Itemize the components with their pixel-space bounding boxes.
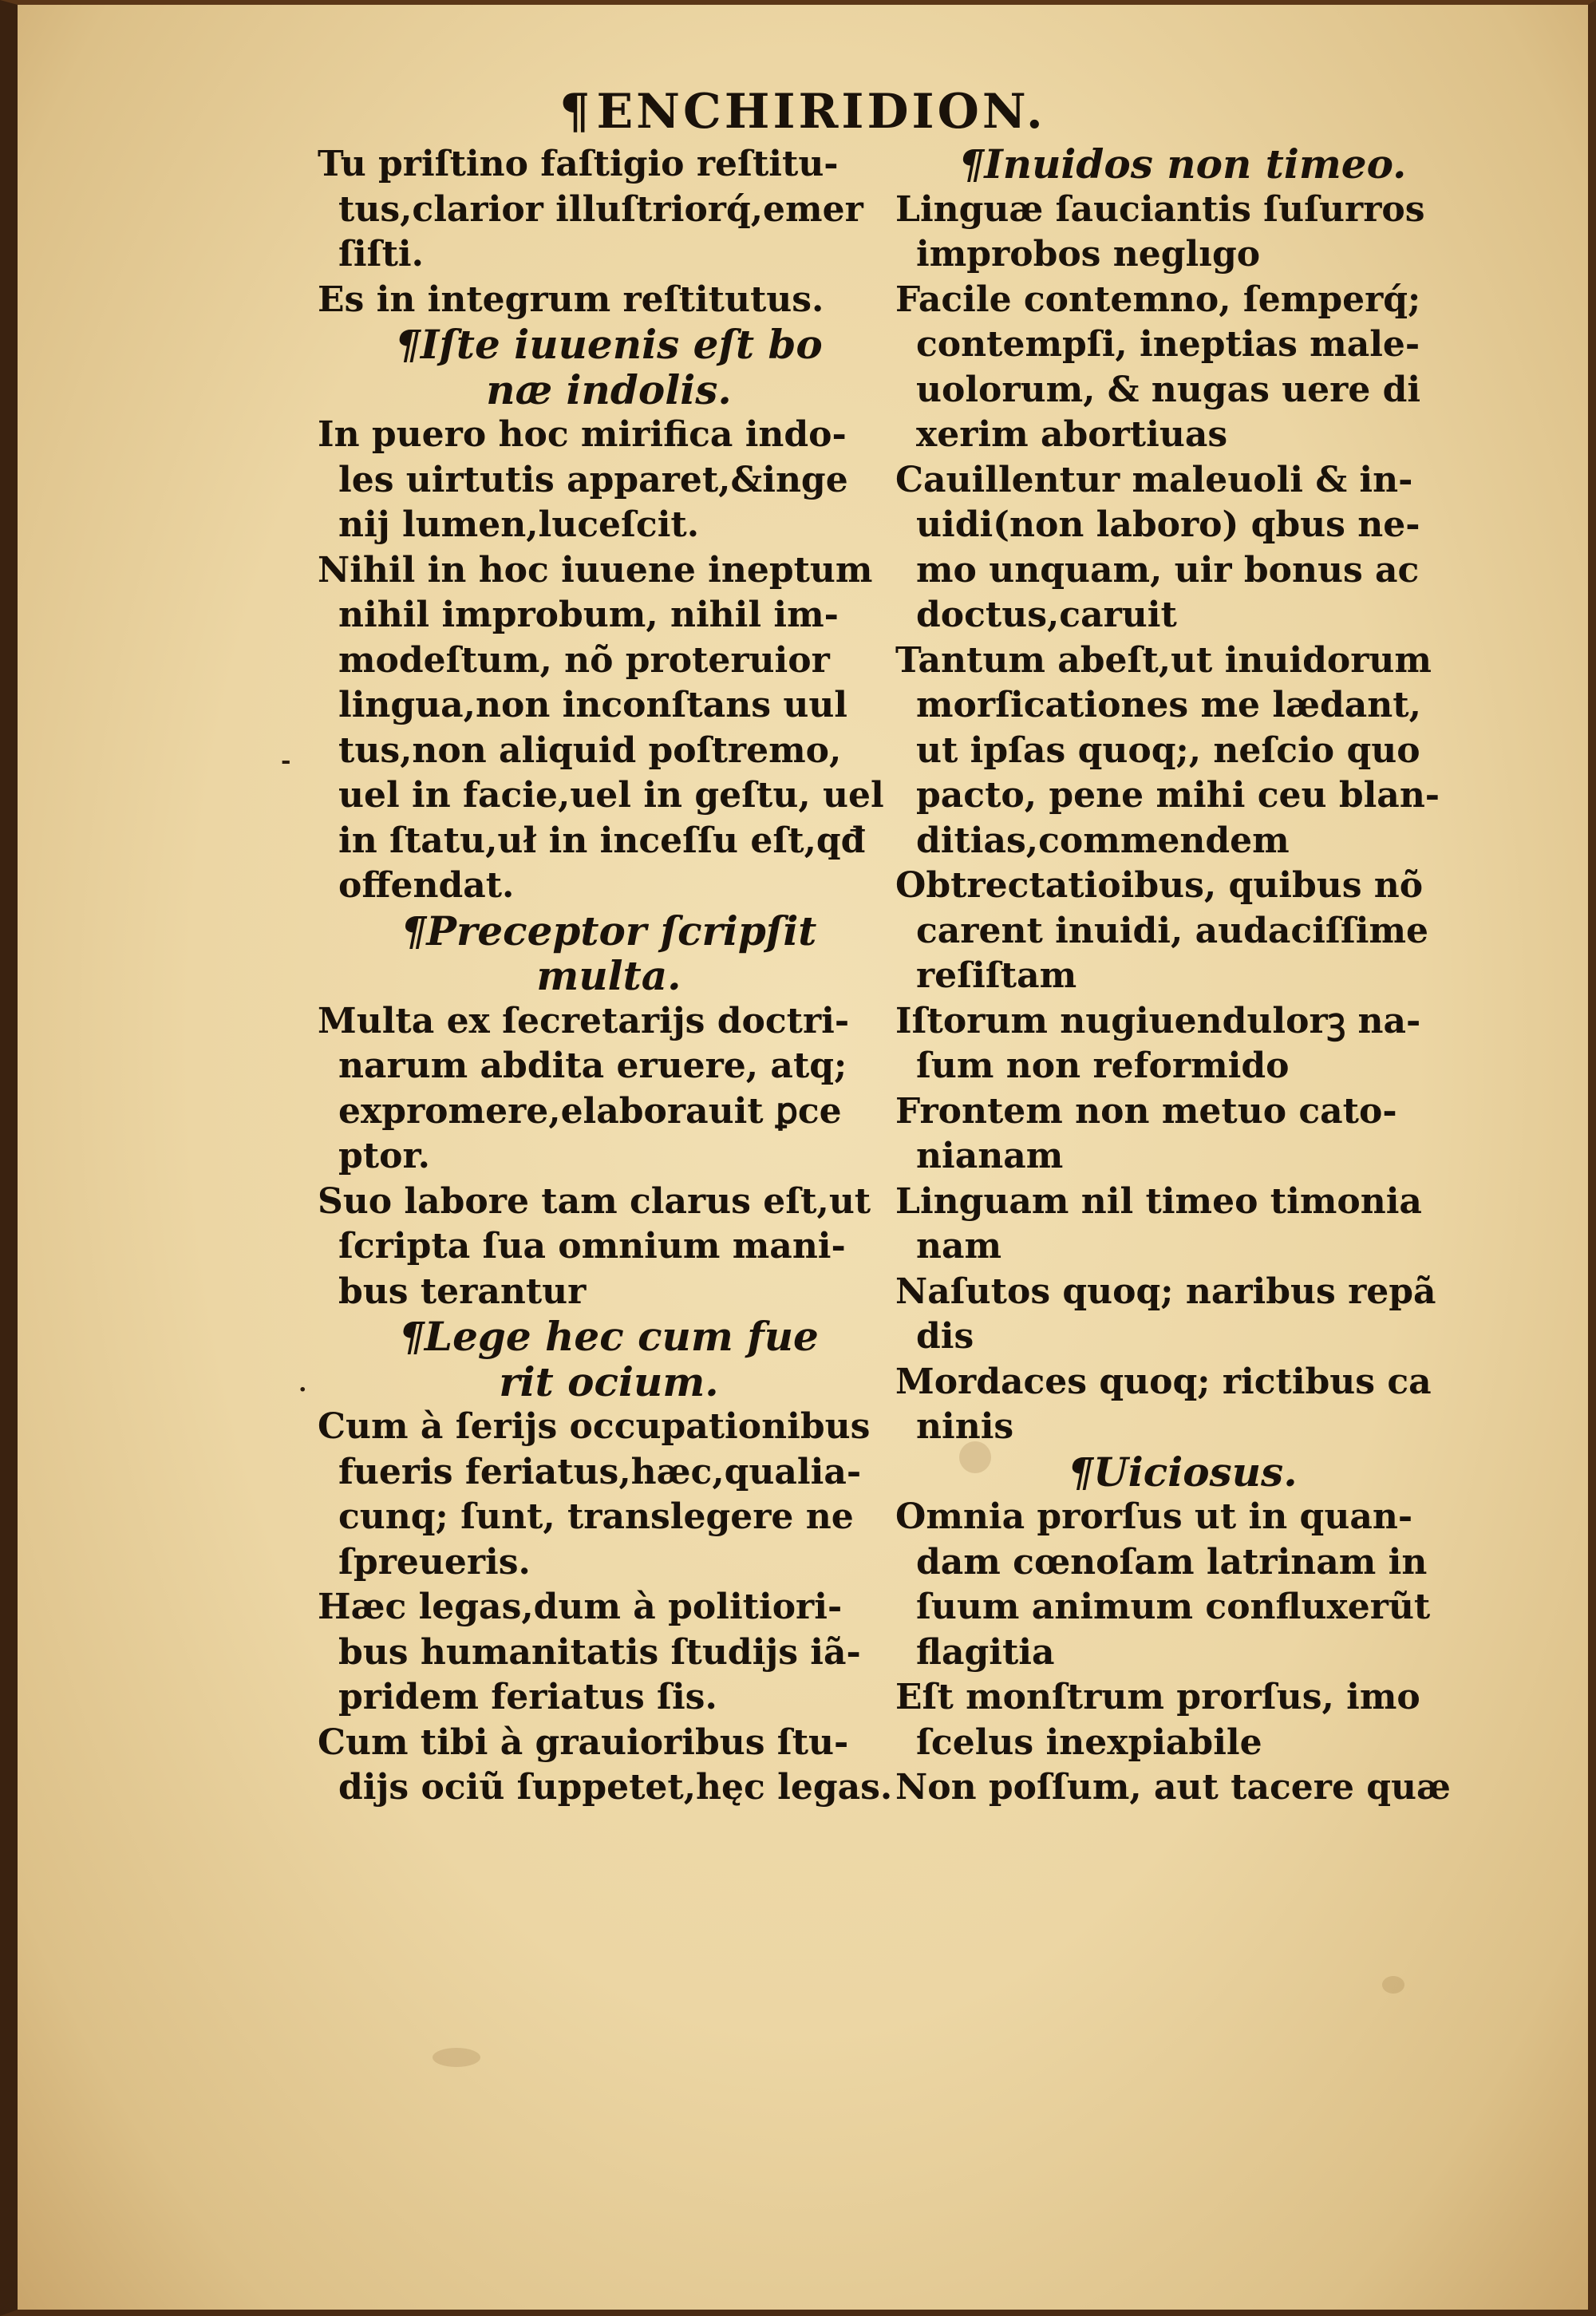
text-line: ſum non reformido [916,1045,1290,1086]
text-line: Iſtorum nugiuendulorꝫ na- [895,1000,1421,1041]
text-line: Multa ex ſecretarijs doctri- [318,1000,850,1041]
text-line: Facile contemno, ſemperq́; [895,279,1421,320]
text-line: nihil improbum, nihil im- [338,595,839,635]
margin-dash: - [281,747,291,775]
text-line: modeſtum, nõ proteruior [338,639,830,681]
text-line: Linguæ ſauciantis ſuſurros [895,188,1425,230]
text-line: Cauillentur maleuoli & in- [895,459,1413,500]
text-line: dijs ociũ ſuppetet,hęc legas. [338,1767,893,1808]
text-line: bus terantur [338,1271,587,1312]
text-line: Naſutos quoq; naribus repã [895,1271,1436,1312]
paper-stain [1382,1976,1404,1994]
text-line: narum abdita eruere, atq; [338,1045,847,1086]
text-line: doctus,caruit [916,595,1177,635]
text-line: tus,clarior illuſtriorq́,emer [338,188,863,230]
text-line: Omnia prorſus ut in quan- [895,1496,1413,1537]
text-line: ninis [916,1406,1014,1447]
text-line: dam cœnoſam latrinam in [916,1541,1428,1583]
text-line: morſicationes me lædant, [916,685,1421,725]
text-line: Linguam nil timeo timonia [895,1180,1422,1222]
section-heading: næ indolis. [486,366,732,413]
text-line: ſiſti. [338,234,424,275]
text-line: Es in integrum reſtitutus. [318,279,824,320]
section-heading: multa. [536,952,681,999]
text-line: xerim abortiuas [916,414,1228,455]
margin-dot: · [298,1376,307,1404]
section-heading: ¶Iſte iuuenis eſt bo [395,321,823,368]
text-line: Hæc legas,dum à politiori- [318,1587,843,1627]
page-title: ENCHIRIDION. [596,84,1046,140]
text-line: Cum à ſerijs occupationibus [318,1406,871,1447]
text-line: in ſtatu,uł in inceſſu eſt,qđ [338,820,866,861]
paper-stain [433,2048,480,2067]
text-line: carent inuidi, audaciſſime [916,910,1429,951]
text-line: ſcelus inexpiabile [916,1721,1262,1763]
text-line: ſcripta ſua omnium mani- [338,1226,846,1267]
text-line: improbos neglıgo [916,234,1261,275]
text-line: uel in facie,uel in geſtu, uel [338,775,884,816]
text-line: uolorum, & nugas uere di [916,369,1421,410]
text-line: Non poſſum, aut tacere quæ [895,1767,1451,1808]
left-column [318,142,900,1811]
text-line: Suo labore tam clarus eſt,ut [318,1180,871,1222]
text-line: expromere,elaborauit ꝑce [338,1090,842,1132]
section-heading: ¶Lege hec cum fue [399,1313,819,1360]
running-title [18,84,1588,140]
section-heading: ¶Preceptor ſcripſit [401,907,817,954]
text-line: ut ipſas quoq;, neſcio quo [916,729,1420,771]
text-line: pacto, pene mihi ceu blan- [916,775,1440,816]
text-line: lingua,non inconſtans uul [338,685,848,725]
text-line: reſiſtam [916,955,1077,996]
text-line: Nihil in hoc iuuene ineptum [318,549,873,591]
right-column [895,142,1470,1811]
text-line: nam [916,1226,1002,1267]
text-line: nij lumen,luceſcit. [338,504,700,545]
text-line: ptor. [338,1136,430,1176]
text-line: ditias,commendem [916,820,1290,861]
text-line: dis [916,1316,974,1357]
text-line: Mordaces quoq; rictibus ca [895,1361,1432,1402]
text-line: Tu priſtino faſtigio reſtitu- [318,144,839,184]
text-line: cunq; ſunt, translegere ne [338,1496,854,1537]
pilcrow-mark: ¶ [559,84,594,140]
text-line: mo unquam, uir bonus ac [916,549,1420,591]
text-line: pridem feriatus ſis. [338,1677,717,1717]
section-heading: ¶Inuidos non timeo. [958,140,1407,188]
text-line: bus humanitatis ſtudijs iã- [338,1631,861,1673]
text-line: contempſi, ineptias male- [916,324,1420,365]
text-line: ſuum animum confluxerũt [916,1587,1431,1627]
text-line: offendat. [338,865,515,906]
text-line: Cum tibi à grauioribus ſtu- [318,1721,849,1763]
text-line: Obtrectatioibus, quibus nõ [895,865,1424,906]
text-line: tus,non aliquid poſtremo, [338,729,842,771]
text-line: nianam [916,1136,1064,1176]
text-line: Eſt monſtrum prorſus, imo [895,1677,1420,1717]
text-line: flagitia [916,1631,1055,1673]
section-heading: ¶Uiciosus. [1068,1448,1298,1496]
text-line: In puero hoc mirifica indo- [318,414,847,455]
text-line: ſpreueris. [338,1541,531,1583]
text-line: uidi(non laboro) qbus ne- [916,504,1420,545]
section-heading: rit ocium. [499,1358,719,1405]
text-line: les uirtutis apparet,&inge [338,459,848,500]
text-line: Frontem non metuo cato- [895,1090,1397,1132]
text-line: fueris feriatus,hæc,qualia- [338,1451,862,1492]
text-line: Tantum abeſt,ut inuidorum [895,639,1432,681]
